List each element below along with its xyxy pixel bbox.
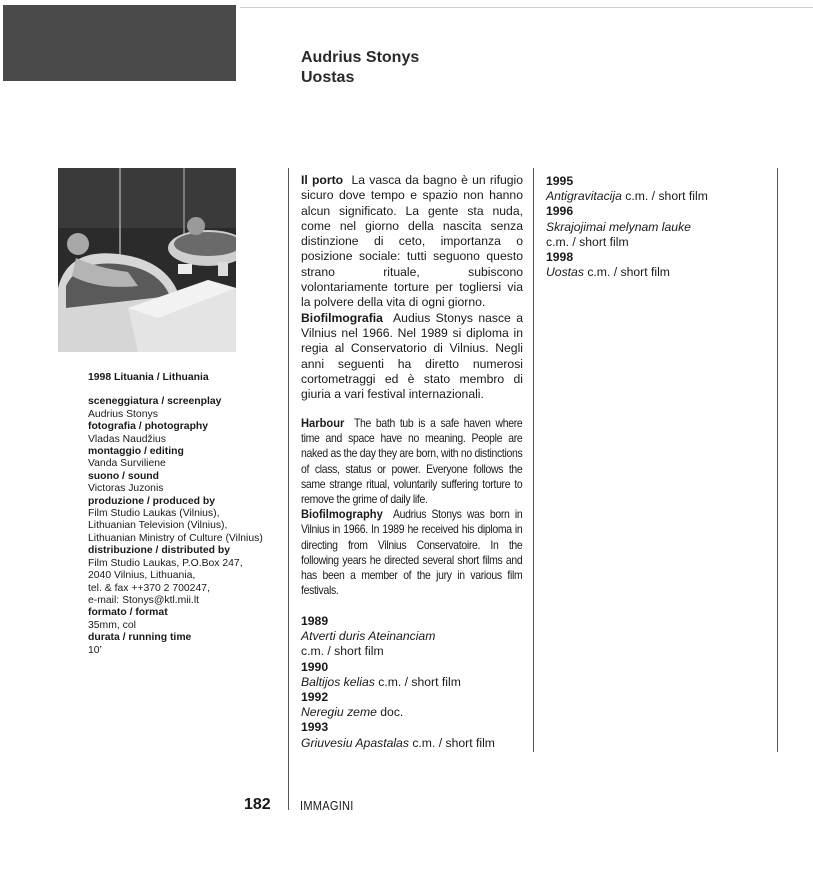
italian-heading-biofilmografia: Biofilmografia [301,310,383,325]
italian-bio: Audius Stonys nasce a Vilnius nel 1966. Nel 1989 si diploma in regia al Conservatorio di Vilnius. Negli anni seguenti ha diretto numerosi cortometraggi ed è stato membro di giuria a vari festival internazionali. [301,310,523,402]
film-title-entry: Griuvesiu Apastalas [301,735,409,750]
credit-label: suono / sound [88,470,159,482]
filmography-note-line [546,235,776,250]
credit-value: e-mail: Stonys@ktl.mii.lt [88,594,200,606]
film-note: c.m. / short film [625,189,708,204]
english-bio: Audrius Stonys was born in Vilnius in 1966. In 1989 he received his diploma in directing from Vilnius Conservatoire. In the following years he directed several short films and has been a member of the jury in various film festivals. [301,508,523,598]
filmography-entry [301,629,531,644]
film-title-entry: Atverti duris Ateinanciam [301,629,436,644]
credit-value: 2040 Vilnius, Lithuania, [88,570,196,582]
credit-label: formato / format [88,607,168,619]
filmography-entry [546,220,776,235]
film-header [301,48,419,88]
page-number: 182 [244,796,271,813]
film-still-photo [58,168,236,352]
credit-value: tel. & fax ++370 2 700247, [88,582,210,594]
credit-value: Vanda Surviliene [88,458,166,470]
credit-value: Lithuanian Television (Vilnius), [88,520,228,532]
filmography-year: 1993 [301,720,329,735]
filmography-year: 1989 [301,614,329,628]
credit-value: Victoras Juzonis [88,483,164,495]
column-divider-left [288,168,289,810]
credit-label: montaggio / editing [88,446,184,458]
english-synopsis: The bath tub is a safe haven where time and space have no meaning. People are naked as the day they are born, with no distinctions of class, status or power. Everyone follows the same strange ritual, voluntarily suffering torture to remove the grime of daily life. [301,417,523,507]
film-note: c.m. / short film [301,644,384,659]
filmography-year: 1996 [546,204,574,219]
filmography-right [546,174,776,280]
filmography-left [301,614,531,751]
filmography-entry [546,189,776,204]
italian-synopsis: La vasca da bagno è un rifugio sicuro dove tempo e spazio non hanno alcun significato. La gente sta nuda, come nel giorno della nascita senza distinzione di ceto, importanza o posizione sociale: tutti seguono questo strano rituale, subiscono volontariamente torture per togliersi via la polvere della vita di ogni giorno. [301,173,524,310]
filmography-year: 1990 [301,659,329,674]
film-title: Uostas [301,69,355,86]
top-rule [240,7,813,8]
year-country: 1998 Lituania / Lithuania [88,372,209,383]
film-title-entry: Skrajojimai melynam lauke [546,219,691,234]
header-grey-block [3,5,236,81]
filmography-year: 1998 [546,250,574,265]
credits-block [88,372,278,657]
film-note: c.m. / short film [378,674,461,689]
english-heading-biofilmography: Biofilmography [301,507,383,522]
credit-label: distribuzione / distributed by [88,545,231,557]
filmography-entry [301,705,531,720]
section-label: IMMAGINI [300,798,354,813]
credit-value: 10’ [88,644,102,656]
credits-list [88,396,278,657]
column-divider-right [777,168,778,752]
english-text [301,416,522,598]
film-title-entry: Baltijos kelias [301,674,375,689]
credit-value: Film Studio Laukas (Vilnius), [88,508,220,520]
filmography-year: 1995 [546,174,574,188]
film-note: c.m. / short film [546,234,629,249]
filmography-entry [546,265,776,280]
credit-value: 35mm, col [88,619,136,631]
film-title-entry: Neregiu zeme [301,705,377,720]
italian-heading-porto: Il porto [301,173,344,187]
director-name: Audrius Stonys [301,49,420,66]
credit-label: durata / running time [88,632,192,644]
credit-value: Vladas Naudžius [88,433,166,445]
film-note: c.m. / short film [587,265,670,280]
column-divider-middle [533,168,534,752]
credit-label: produzione / produced by [88,495,215,507]
english-heading-harbour: Harbour [301,416,345,430]
filmography-entry [301,675,531,690]
filmography-entry [301,736,531,751]
credit-label: sceneggiatura / screenplay [88,396,222,408]
filmography-note-line [301,644,531,659]
credit-value: Lithuanian Ministry of Culture (Vilnius) [88,532,263,544]
credit-value: Film Studio Laukas, P.O.Box 247, [88,557,243,569]
credit-label: fotografia / photography [88,421,209,433]
credit-value: Audrius Stonys [88,408,158,420]
film-note: doc. [380,705,404,720]
filmography-year: 1992 [301,690,329,705]
film-title-entry: Antigravitacija [546,189,622,204]
film-title-entry: Uostas [546,265,584,280]
film-still-image [58,168,236,352]
film-note: c.m. / short film [412,735,495,750]
italian-text [301,173,523,402]
